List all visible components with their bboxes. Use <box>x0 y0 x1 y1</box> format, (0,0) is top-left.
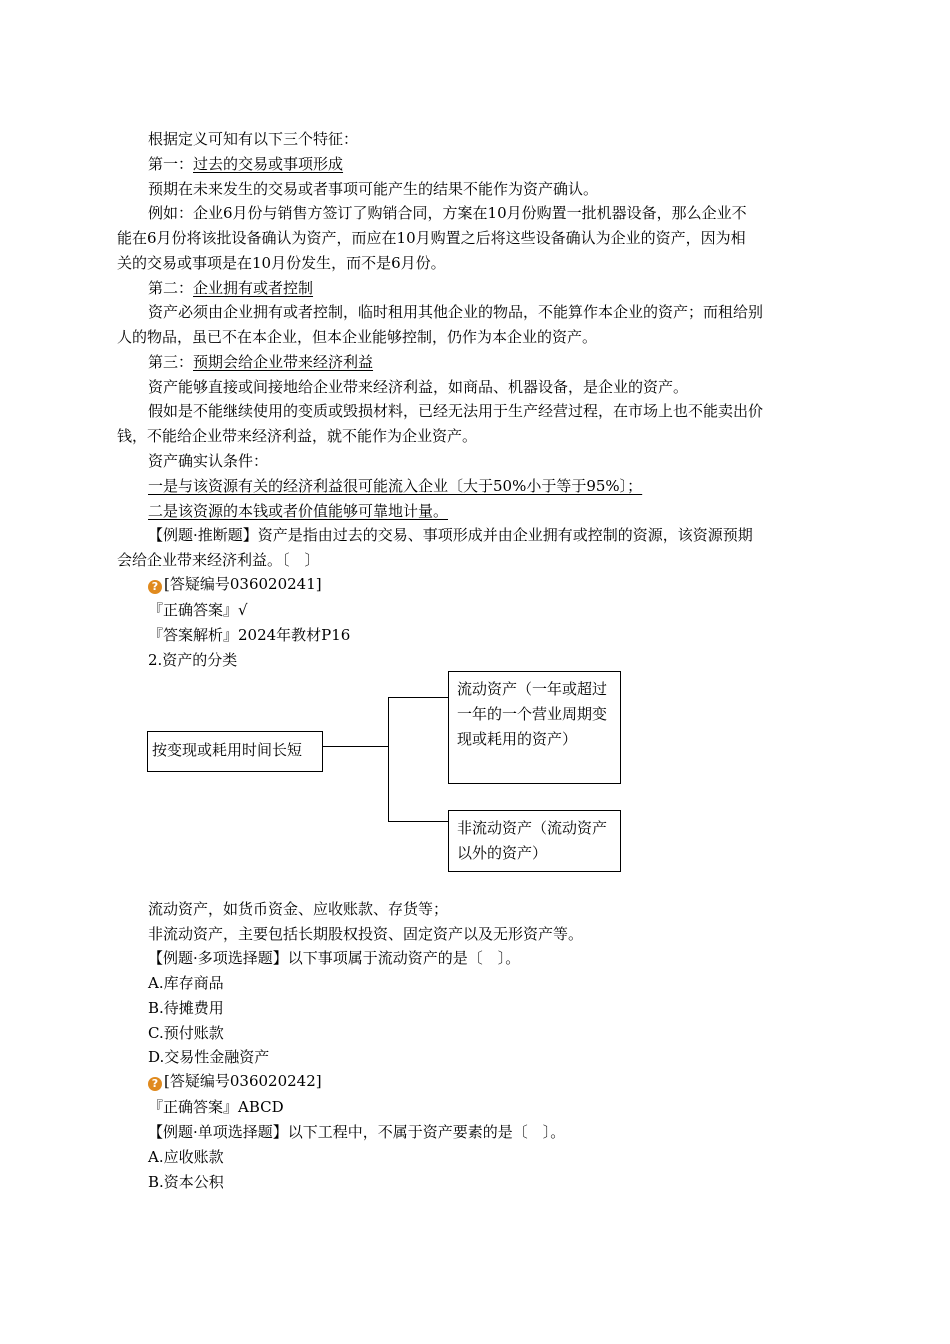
example-question: 【例题·多项选择题】以下事项属于流动资产的是〔 〕。 <box>148 949 521 967</box>
feature-2-title: 企业拥有或者控制 <box>193 279 314 297</box>
connector-line <box>388 697 389 822</box>
connector-line <box>388 697 448 698</box>
paragraph: 关的交易或事项是在10月份发生，而不是6月份。 <box>117 254 446 272</box>
option: B.待摊费用 <box>148 999 224 1017</box>
condition-1: 一是与该资源有关的经济利益很可能流入企业〔大于50%小于等于95%〕； <box>148 477 643 495</box>
paragraph: 非流动资产，主要包括长期股权投资、固定资产以及无形资产等。 <box>148 925 584 943</box>
condition-2: 二是该资源的本钱或者价值能够可靠地计量。 <box>148 502 449 520</box>
option: B.资本公积 <box>148 1173 224 1191</box>
feature-1: 第一：过去的交易或事项形成 <box>148 155 344 173</box>
option: D.交易性金融资产 <box>148 1048 270 1066</box>
option: A.库存商品 <box>148 974 224 992</box>
answer-analysis: 『答案解析』2024年教材P16 <box>148 626 351 644</box>
current-assets-box: 流动资产（一年或超过一年的一个营业周期变现或耗用的资产） <box>448 671 621 784</box>
qa-code: ? [答疑编号036020241] <box>148 573 868 595</box>
paragraph: 资产能够直接或间接地给企业带来经济利益，如商品、机器设备，是企业的资产。 <box>148 378 689 396</box>
paragraph: 预期在未来发生的交易或者事项可能产生的结果不能作为资产确认。 <box>148 180 599 198</box>
intro-line: 根据定义可知有以下三个特征： <box>148 130 359 148</box>
example-question: 会给企业带来经济利益。〔 〕 <box>117 551 320 569</box>
example-question: 【例题·单项选择题】以下工程中，不属于资产要素的是〔 〕。 <box>148 1123 566 1141</box>
correct-answer: 『正确答案』√ <box>148 601 248 619</box>
paragraph: 流动资产，如货币资金、应收账款、存货等； <box>148 900 449 918</box>
example-question: 【例题·推断题】资产是指由过去的交易、事项形成并由企业拥有或控制的资源，该资源预期 <box>148 526 753 544</box>
feature-2: 第二：企业拥有或者控制 <box>148 279 314 297</box>
diagram-root-box: 按变现或耗用时间长短 <box>147 731 323 772</box>
question-icon[interactable]: ? <box>148 580 162 594</box>
correct-answer: 『正确答案』ABCD <box>148 1098 284 1116</box>
paragraph: 人的物品，虽已不在本企业，但本企业能够控制，仍作为本企业的资产。 <box>117 328 598 346</box>
option: A.应收账款 <box>148 1148 224 1166</box>
feature-3-title: 预期会给企业带来经济利益 <box>193 353 374 371</box>
section-heading: 2.资产的分类 <box>148 651 238 669</box>
noncurrent-assets-box: 非流动资产（流动资产以外的资产） <box>448 810 621 872</box>
option: C.预付账款 <box>148 1024 224 1042</box>
paragraph: 钱，不能给企业带来经济利益，就不能作为企业资产。 <box>117 427 478 445</box>
feature-3: 第三：预期会给企业带来经济利益 <box>148 353 374 371</box>
question-icon[interactable]: ? <box>148 1077 162 1091</box>
qa-code: ? [答疑编号036020242] <box>148 1070 868 1092</box>
feature-1-title: 过去的交易或事项形成 <box>193 155 344 173</box>
paragraph: 资产必须由企业拥有或者控制，临时租用其他企业的物品，不能算作本企业的资产；而租给别 <box>148 303 764 321</box>
connector-line <box>388 821 448 822</box>
paragraph: 例如：企业6月份与销售方签订了购销合同，方案在10月份购置一批机器设备，那么企业不 <box>148 204 747 222</box>
paragraph: 能在6月份将该批设备确认为资产，而应在10月购置之后将这些设备确认为企业的资产，因为相 <box>117 229 746 247</box>
connector-line <box>323 746 389 747</box>
paragraph: 假如是不能继续使用的变质或毁损材料，已经无法用于生产经营过程，在市场上也不能卖出价 <box>148 402 764 420</box>
section-heading: 资产确实认条件： <box>148 452 269 470</box>
